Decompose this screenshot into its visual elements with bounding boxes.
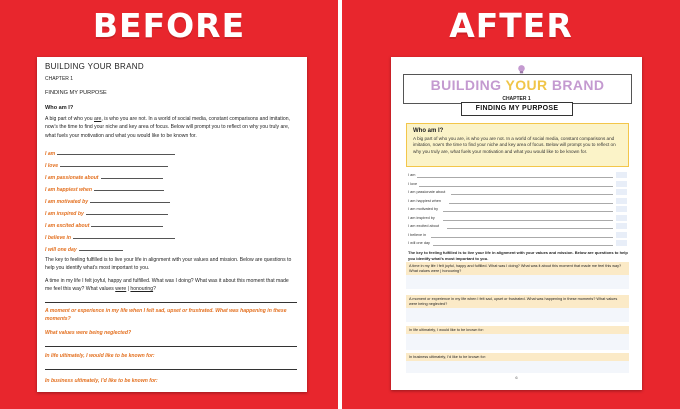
doc-subtitle: FINDING MY PURPOSE: [461, 102, 573, 116]
prompt-row: I am passionate about: [45, 173, 163, 181]
after-document: [391, 57, 642, 390]
prompt-row: I will one day: [45, 245, 123, 253]
divider-line: [45, 346, 297, 347]
answer-area: [406, 308, 629, 322]
doc-question: In life ultimately, I would like to be known for:: [45, 353, 155, 359]
prompt-row: I am happiest when: [45, 185, 164, 193]
answer-field: [616, 181, 627, 187]
before-document: [37, 57, 307, 392]
who-heading: Who am I?: [413, 128, 444, 134]
prompt-label: I am happiest when: [408, 198, 441, 203]
answer-line: [443, 220, 613, 221]
answer-field: [616, 232, 627, 238]
doc-question: A moment or experience in my life when I felt sad, upset or frustrated. What was happening in these moments?: [45, 308, 287, 322]
doc-question: What values were being neglected?: [45, 330, 132, 336]
before-heading: BEFORE: [92, 6, 246, 45]
question-text: In business ultimately, I’d like to be known for:: [406, 353, 629, 361]
answer-area: [406, 361, 629, 373]
answer-line: [449, 203, 613, 204]
answer-field: [616, 189, 627, 195]
answer-line: [419, 186, 613, 187]
prompt-label: I am: [408, 173, 416, 177]
question-box: [406, 262, 629, 289]
doc-chapter: CHAPTER 1: [45, 76, 74, 82]
prompt-label: I am motivated by: [408, 207, 438, 211]
answer-field: [616, 206, 627, 212]
answer-field: [616, 240, 627, 246]
prompt-label: I believe in: [408, 232, 427, 237]
answer-field: [616, 198, 627, 204]
prompt-label: I am passionate about: [408, 190, 446, 194]
who-text: A big part of who you are, is who you are not. In a world of social media, constant comparisons and imitation, now’s the time to find your niche and key area of focus. Below will prompt you to reflect on why you truly are, what fuels your motivation and what you would like to be known for.: [413, 136, 616, 154]
prompt-label: I love: [408, 181, 418, 186]
prompt-label: I am excited about: [408, 224, 440, 228]
divider-line: [45, 302, 297, 303]
question-text: A moment or experience in my life when I felt sad, upset or frustrated. What was happening in these moments? What values were being neglected?: [406, 295, 629, 308]
question-box: [406, 353, 629, 373]
doc-subtitle: FINDING MY PURPOSE: [45, 90, 107, 96]
prompt-row: I am motivated by: [45, 197, 170, 205]
answer-line: [417, 177, 613, 178]
answer-line: [443, 211, 613, 212]
answer-area: [406, 334, 629, 350]
prompt-row: I am excited about: [45, 221, 163, 229]
answer-line: [433, 245, 613, 246]
lightbulb-icon: [516, 64, 527, 75]
question-box: [406, 326, 629, 350]
question-text: In life ultimately, I would like to be known for:: [406, 326, 629, 334]
prompt-label: I will one day: [408, 241, 430, 245]
doc-key-text: The key to feeling fulfilled is to live your life in alignment with your values and mission. Below are questions to help you identify what’s most important to you.: [45, 257, 292, 272]
prompt-row: I love: [45, 161, 168, 169]
question-box: [406, 295, 629, 322]
answer-line: [431, 237, 613, 238]
doc-title: BUILDING YOUR BRAND: [45, 62, 144, 71]
after-heading: AFTER: [449, 6, 573, 45]
page-number: 6: [515, 375, 518, 380]
doc-question: In business ultimately, I’d like to be known for:: [45, 378, 158, 384]
prompt-row: I am: [45, 149, 175, 157]
answer-field: [616, 172, 627, 178]
doc-chapter: CHAPTER 1: [502, 96, 531, 102]
doc-who-heading: Who am I?: [45, 105, 74, 111]
answer-line: [447, 228, 613, 229]
answer-field: [616, 223, 627, 229]
answer-area: [406, 275, 629, 289]
answer-line: [451, 194, 613, 195]
doc-intro: A big part of who you are, is who you are not. In a world of social media, constant comparisons and imitation, now’s the time to find your niche and key area of focus. Below will prompt you to reflect on why you truly are, what fuels your motivation and what you would like to be known for.: [45, 116, 290, 139]
key-text: The key to feeling fulfilled is to live your life in alignment with your values and mission. Below are questions to help you identify what’s most important to you.: [408, 250, 628, 261]
brand-title: BUILDING YOUR BRAND: [430, 77, 605, 93]
answer-field: [616, 215, 627, 221]
question-text: A time in my life I felt joyful, happy and fulfilled. What was I doing? What was it about this moment that made me feel this way? What values were | honouring?: [406, 262, 629, 275]
divider-line: [45, 369, 297, 370]
who-am-i-box: [406, 123, 629, 167]
prompt-label: I am inspired by: [408, 215, 435, 220]
prompt-row: I am inspired by: [45, 209, 168, 217]
prompt-row: I believe in: [45, 233, 175, 241]
doc-time-question: A time in my life I felt joyful, happy and fulfilled. What was I doing? What was it about this moment that made me feel this way? What values were | honouring?: [45, 278, 289, 293]
before-panel: [0, 0, 338, 409]
